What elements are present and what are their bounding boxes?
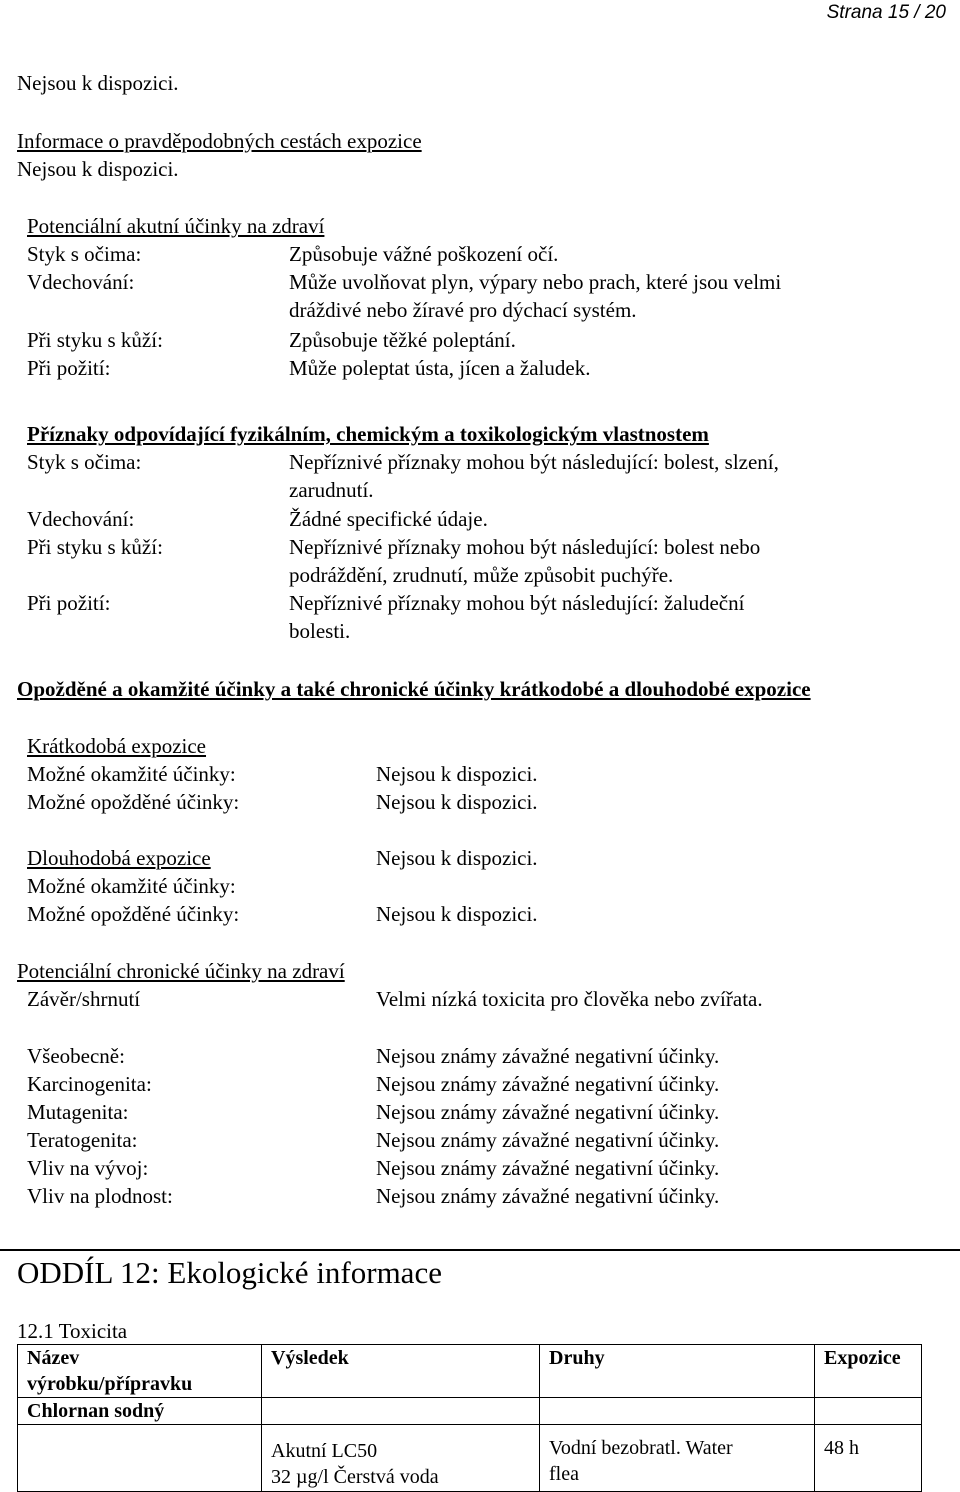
- exposure-routes-heading: Informace o pravděpodobných cestách expozice: [17, 129, 422, 153]
- symptoms-eyes-value: Nepříznivé příznaky mohou být následující: bolest, slzení,: [289, 450, 779, 474]
- acute-skin-value: Způsobuje těžké poleptání.: [289, 328, 516, 352]
- table-row: [18, 1398, 922, 1425]
- chronic-development-label: Vliv na vývoj:: [27, 1156, 149, 1180]
- symptoms-heading: Příznaky odpovídající fyzikálním, chemickým a toxikologickým vlastnostem: [27, 422, 709, 446]
- chronic-carcinogenicity-value: Nejsou známy závažné negativní účinky.: [376, 1072, 720, 1096]
- exposure-cell: 48 h: [815, 1425, 922, 1492]
- symptoms-eyes-value-cont: zarudnutí.: [289, 478, 374, 502]
- symptoms-inhalation-label: Vdechování:: [27, 507, 135, 531]
- symptoms-ingestion-label: Při požití:: [27, 591, 111, 615]
- acute-heading: Potenciální akutní účinky na zdraví: [27, 214, 325, 238]
- empty-cell: [18, 1425, 262, 1492]
- chronic-summary-value: Velmi nízká toxicita pro člověka nebo zvířata.: [376, 987, 763, 1011]
- short-immediate-label: Možné okamžité účinky:: [27, 762, 236, 786]
- symptoms-skin-label: Při styku s kůží:: [27, 535, 163, 559]
- species-cell: [540, 1425, 815, 1492]
- table-header-row: [18, 1345, 922, 1398]
- chronic-mutagenicity-value: Nejsou známy závažné negativní účinky.: [376, 1100, 720, 1124]
- symptoms-inhalation-value: Žádné specifické údaje.: [289, 507, 488, 531]
- symptoms-skin-value-cont: podráždění, zrudnutí, může způsobit puchýře.: [289, 563, 674, 587]
- not-available-text: Nejsou k dispozici.: [17, 71, 179, 95]
- short-term-heading: Krátkodobá expozice: [27, 734, 207, 758]
- acute-eyes-value: Způsobuje vážné poškození očí.: [289, 242, 559, 266]
- chronic-general-label: Všeobecně:: [27, 1044, 125, 1068]
- chronic-fertility-value: Nejsou známy závažné negativní účinky.: [376, 1184, 720, 1208]
- chronic-teratogenicity-label: Teratogenita:: [27, 1128, 138, 1152]
- short-delayed-label: Možné opožděné účinky:: [27, 790, 240, 814]
- long-delayed-label: Možné opožděné účinky:: [27, 902, 240, 926]
- chronic-development-value: Nejsou známy závažné negativní účinky.: [376, 1156, 720, 1180]
- short-immediate-value: Nejsou k dispozici.: [376, 762, 538, 786]
- empty-cell: [540, 1398, 815, 1425]
- header-result: Výsledek: [262, 1345, 540, 1398]
- acute-inhalation-label: Vdechování:: [27, 270, 135, 294]
- toxicity-subheading: 12.1 Toxicita: [17, 1319, 128, 1343]
- acute-eyes-label: Styk s očima:: [27, 242, 142, 266]
- long-term-heading: Dlouhodobá expozice: [27, 846, 211, 870]
- table-row: [18, 1425, 922, 1492]
- chronic-teratogenicity-value: Nejsou známy závažné negativní účinky.: [376, 1128, 720, 1152]
- acute-ingestion-label: Při požití:: [27, 356, 111, 380]
- long-heading-value: Nejsou k dispozici.: [376, 846, 538, 870]
- symptoms-ingestion-value: Nepříznivé příznaky mohou být následující: žaludeční: [289, 591, 745, 615]
- chronic-fertility-label: Vliv na plodnost:: [27, 1184, 173, 1208]
- header-exposure: Expozice: [815, 1345, 922, 1398]
- section-12-title: ODDÍL 12: Ekologické informace: [17, 1255, 442, 1290]
- header-product-name: [18, 1345, 262, 1398]
- delayed-heading: Opožděné a okamžité účinky a také chronické účinky krátkodobé a dlouhodobé expozice: [17, 677, 811, 701]
- long-immediate-label: Možné okamžité účinky:: [27, 874, 236, 898]
- header-name-line2: výrobku/přípravku: [27, 1373, 193, 1395]
- short-delayed-value: Nejsou k dispozici.: [376, 790, 538, 814]
- result-line2: 32 µg/l Čerstvá voda: [271, 1466, 439, 1488]
- header-name-line1: Název: [27, 1347, 80, 1369]
- symptoms-skin-value: Nepříznivé příznaky mohou být následující: bolest nebo: [289, 535, 761, 559]
- product-name-cell: Chlornan sodný: [18, 1398, 262, 1425]
- species-line1: Vodní bezobratl. Water: [549, 1437, 733, 1459]
- chronic-general-value: Nejsou známy závažné negativní účinky.: [376, 1044, 720, 1068]
- long-delayed-value: Nejsou k dispozici.: [376, 902, 538, 926]
- page-number: Strana 15 / 20: [826, 2, 946, 23]
- empty-cell: [262, 1398, 540, 1425]
- acute-ingestion-value: Může poleptat ústa, jícen a žaludek.: [289, 356, 591, 380]
- result-line1: Akutní LC50: [271, 1440, 378, 1462]
- symptoms-eyes-label: Styk s očima:: [27, 450, 142, 474]
- species-line2: flea: [549, 1463, 579, 1485]
- symptoms-ingestion-value-cont: bolesti.: [289, 619, 351, 643]
- chronic-summary-label: Závěr/shrnutí: [27, 987, 141, 1011]
- chronic-carcinogenicity-label: Karcinogenita:: [27, 1072, 152, 1096]
- chronic-heading: Potenciální chronické účinky na zdraví: [17, 959, 345, 983]
- section-divider: [0, 1249, 960, 1251]
- acute-inhalation-value-cont: dráždivé nebo žíravé pro dýchací systém.: [289, 298, 637, 322]
- result-cell: [262, 1425, 540, 1492]
- chronic-mutagenicity-label: Mutagenita:: [27, 1100, 129, 1124]
- acute-skin-label: Při styku s kůží:: [27, 328, 163, 352]
- exposure-routes-value: Nejsou k dispozici.: [17, 157, 179, 181]
- toxicity-table: [17, 1344, 922, 1492]
- empty-cell: [815, 1398, 922, 1425]
- header-species: Druhy: [540, 1345, 815, 1398]
- acute-inhalation-value: Může uvolňovat plyn, výpary nebo prach, které jsou velmi: [289, 270, 782, 294]
